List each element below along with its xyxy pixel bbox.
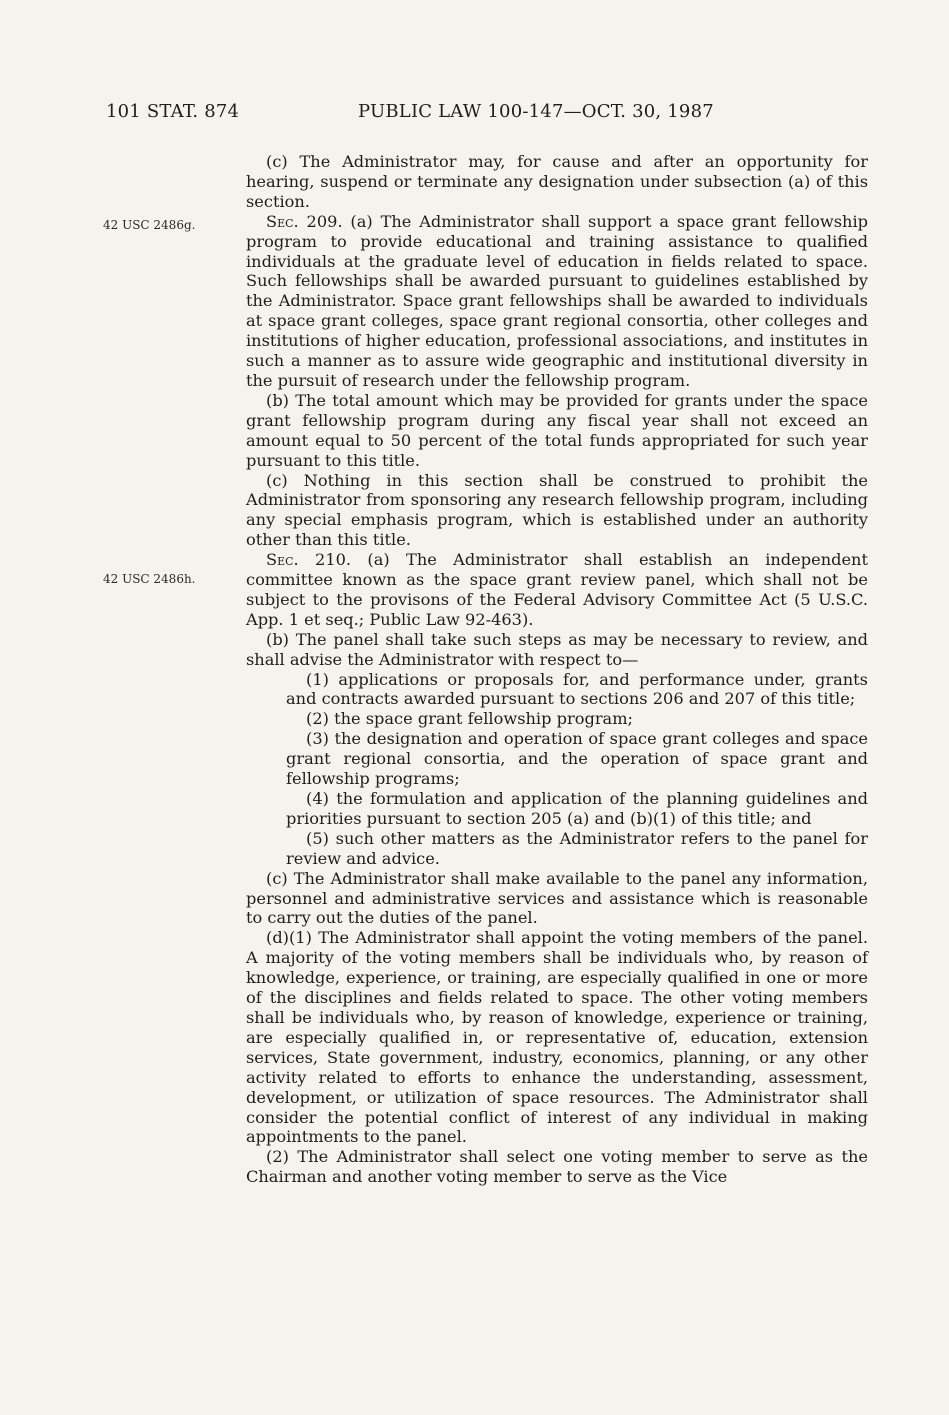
section-209-b: (b) The total amount which may be provided for grants under the space grant fellowship program during any fiscal year shall not exceed an amount equal to 50 percent of the total funds appropriated for such year pursuant to this title.	[246, 390, 868, 470]
section-209-a-text: 209. (a) The Administrator shall support a space grant fellowship program to provide educational and training assistance to qualified individuals at the graduate level of education in fields related to space. Such fellowships shall be awarded pursuant to guidelines established by the Administrator. Space grant fellowships shall be awarded to individuals at space grant colleges, space grant regional consortia, other colleges and institutions of higher education, professional associations, and institutes in such a manner as to assure wide geographic and institutional diversity in the pursuit of research under the fellowship program.	[246, 211, 868, 390]
list-item: (2) the space grant fellowship program;	[306, 709, 634, 729]
section-210-c: (c) The Administrator shall make available to the panel any information, personnel and administrative services and assistance which is reasonable to carry out the duties of the panel.	[246, 868, 868, 928]
section-210-d-1: (d)(1) The Administrator shall appoint the voting members of the panel. A majority of the voting members shall be individuals who, by reason of knowledge, experience, or training, are especially qualified in one or more of the disciplines and fields related to space. The other voting members shall be individuals who, by reason of knowledge, experience or training, are especially qualified in, or representative of, education, extension services, State government, industry, economics, planning, or any other activity related to efforts to enhance the understanding, assessment, development, or utilization of space resources. The Administrator shall consider the potential conflict of interest of any individual in making appointments to the panel.	[246, 928, 868, 1147]
section-209-c: (c) Nothing in this section shall be construed to prohibit the Administrator from sponsoring any research fellowship program, including any special emphasis program, which is established under an authority other than this title.	[246, 470, 868, 550]
list-item: (1) applications or proposals for, and performance under, grants and contracts awarded pursuant to sections 206 and 207 of this title;	[286, 669, 868, 709]
section-210-b: (b) The panel shall take such steps as may be necessary to review, and shall advise the Administrator with respect to—	[246, 629, 868, 669]
page-body	[246, 152, 868, 1187]
list-item: (3) the designation and operation of space grant colleges and space grant regional consortia, and the operation of space grant and fellowship programs;	[286, 729, 868, 789]
section-label: Sec.	[266, 550, 299, 570]
statute-page-number: 101 STAT. 874	[106, 101, 240, 122]
page-header	[0, 101, 949, 125]
margin-note-usc-2486h: 42 USC 2486h.	[103, 572, 196, 586]
list-item: (5) such other matters as the Administrator refers to the panel for review and advice.	[286, 828, 868, 868]
section-label: Sec.	[266, 211, 299, 231]
section-210-a	[246, 550, 868, 630]
margin-note-usc-2486g: 42 USC 2486g.	[103, 218, 196, 232]
section-210-a-text: 210. (a) The Administrator shall establish an independent committee known as the space grant review panel, which shall not be subject to the provisons of the Federal Advisory Committee Act (5 U.S.C. App. 1 et seq.; Public Law 92-463).	[246, 550, 868, 629]
list-item: (4) the formulation and application of the planning guidelines and priorities pursuant to section 205 (a) and (b)(1) of this title; and	[286, 789, 868, 828]
public-law-title: PUBLIC LAW 100-147—OCT. 30, 1987	[358, 101, 714, 122]
paragraph-c-suspend: (c) The Administrator may, for cause and after an opportunity for hearing, suspend or terminate any designation under subsection (a) of this section.	[246, 152, 868, 211]
section-210-d-2: (2) The Administrator shall select one voting member to serve as the Chairman and another voting member to serve as the Vice	[246, 1147, 868, 1187]
section-209-a	[246, 212, 868, 391]
